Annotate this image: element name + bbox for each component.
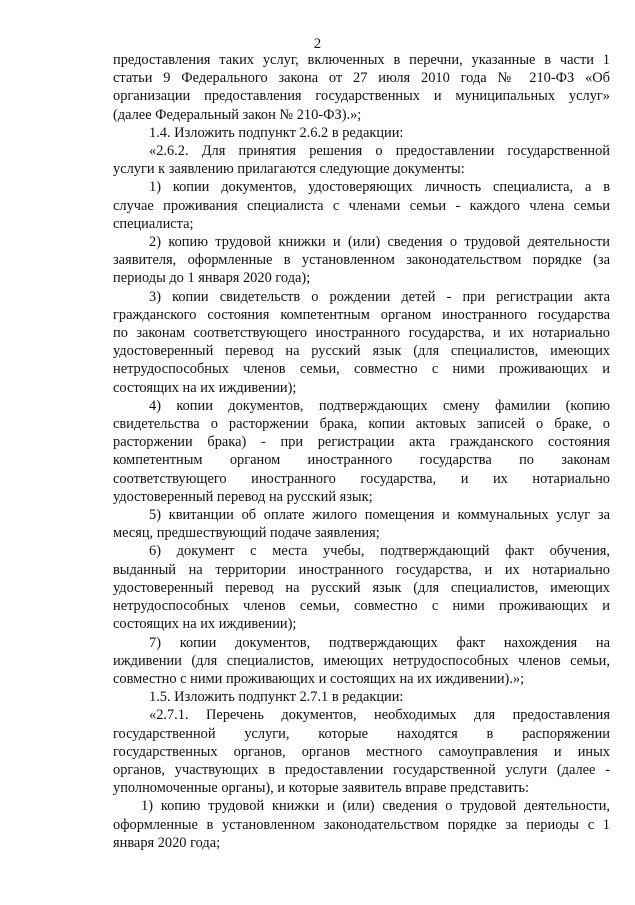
text-line: 6) документ с места учебы, подтверждающий факт обучения, <box>149 543 610 560</box>
list-item-6 <box>113 542 610 633</box>
list-item-3 <box>113 288 610 397</box>
text-line: уполномоченные органы), и которые заявитель вправе представить: <box>113 780 530 797</box>
text-line: 3) копии свидетельств о рождении детей - при регистрации акта <box>149 288 610 305</box>
text-line: государственной услуги, которые находятся в распоряжении <box>113 725 610 742</box>
text-line: по законам соответствующего иностранного государства, и их нотариально <box>113 325 610 342</box>
text-line: месяц, предшествующий подаче заявления; <box>113 525 380 542</box>
text-line: свидетельства о расторжении брака, копии актовых записей о браке, о <box>113 416 610 433</box>
text-line: соответствующего иностранного государства, и их нотариально <box>113 470 610 487</box>
list-item-2-7-1-1 <box>113 797 610 852</box>
list-item-5 <box>113 506 610 542</box>
text-line: января 2020 года; <box>113 834 221 851</box>
text-line: удостоверенный перевод на русский язык (для специалистов, имеющих <box>113 343 610 360</box>
text-line: услуги к заявлению прилагаются следующие документы: <box>113 161 465 178</box>
text-line: специалиста; <box>113 215 194 232</box>
text-line: 4) копии документов, подтверждающих смену фамилии (копию <box>149 397 610 414</box>
text-line: заявителя, оформленные в установленном законодательством порядке (за <box>113 252 610 269</box>
list-item-1 <box>113 178 610 233</box>
text-line: периоды до 1 января 2020 года); <box>113 270 311 287</box>
text-line: 5) квитанции об оплате жилого помещения и коммунальных услуг за <box>149 507 610 524</box>
text-line: 1.4. Изложить подпункт 2.6.2 в редакции: <box>149 124 404 141</box>
text-line: «2.6.2. Для принятия решения о предоставлении государственной <box>149 143 610 160</box>
paragraph-2-7-1 <box>113 706 610 797</box>
text-line: 1) копию трудовой книжки и (или) сведения о трудовой деятельности, <box>141 798 610 815</box>
text-line: состоящих на их иждивении); <box>113 379 297 396</box>
paragraph-definition-end <box>113 51 610 124</box>
text-line: случае проживания специалиста с членами семьи - каждого члена семьи <box>113 197 610 214</box>
text-line: 7) копии документов, подтверждающих факт нахождения на <box>149 634 610 651</box>
text-line: органов, участвующих в предоставлении государственной услуги (далее - <box>113 761 610 778</box>
text-line: 1.5. Изложить подпункт 2.7.1 в редакции: <box>149 689 404 706</box>
text-line: оформленные в установленном законодательством порядке за периоды с 1 <box>113 816 610 833</box>
text-line: нетрудоспособных членов семьи, совместно с ними проживающих и <box>113 361 610 378</box>
text-line: совместно с ними проживающих и состоящих на их иждивении).»; <box>113 670 525 687</box>
text-line: «2.7.1. Перечень документов, необходимых для предоставления <box>149 707 610 724</box>
text-line: статьи 9 Федерального закона от 27 июля 2010 года № 210-ФЗ «Об <box>113 70 610 87</box>
text-line: предоставления таких услуг, включенных в перечни, указанные в части 1 <box>113 52 610 68</box>
page-number: 2 <box>313 36 322 52</box>
list-item-7 <box>113 634 610 689</box>
text-line: гражданского состояния компетентным органом иностранного государства <box>113 306 610 323</box>
text-line: государственных органов, органов местного самоуправления и иных <box>113 743 610 760</box>
text-line: компетентным органом иностранного государства по законам <box>113 452 610 469</box>
text-line: выданный на территории иностранного государства, и их нотариально <box>113 561 610 578</box>
text-line: удостоверенный перевод на русский язык; <box>113 488 373 505</box>
list-item-4 <box>113 397 610 506</box>
paragraph-item-1-4 <box>113 124 610 142</box>
list-item-2 <box>113 233 610 288</box>
paragraph-item-1-5 <box>113 688 610 706</box>
text-line: иждивении (для специалистов, имеющих нетрудоспособных членов семьи, <box>113 652 610 669</box>
text-line: состоящих на их иждивении); <box>113 616 297 633</box>
text-line: 2) копию трудовой книжки и (или) сведения о трудовой деятельности <box>149 234 610 251</box>
text-line: нетрудоспособных членов семьи, совместно с ними проживающих и <box>113 598 610 615</box>
text-line: (далее Федеральный закон № 210-ФЗ).»; <box>113 106 362 123</box>
text-line: расторжении брака) - при регистрации акта гражданского состояния <box>113 434 610 451</box>
paragraph-2-6-2-intro <box>113 142 610 178</box>
text-line: удостоверенный перевод на русский язык (для специалистов, имеющих <box>113 579 610 596</box>
document-body <box>113 51 610 852</box>
text-line: организации предоставления государственных и муниципальных услуг» <box>113 88 610 105</box>
text-line: 1) копии документов, удостоверяющих личность специалиста, а в <box>149 179 610 196</box>
